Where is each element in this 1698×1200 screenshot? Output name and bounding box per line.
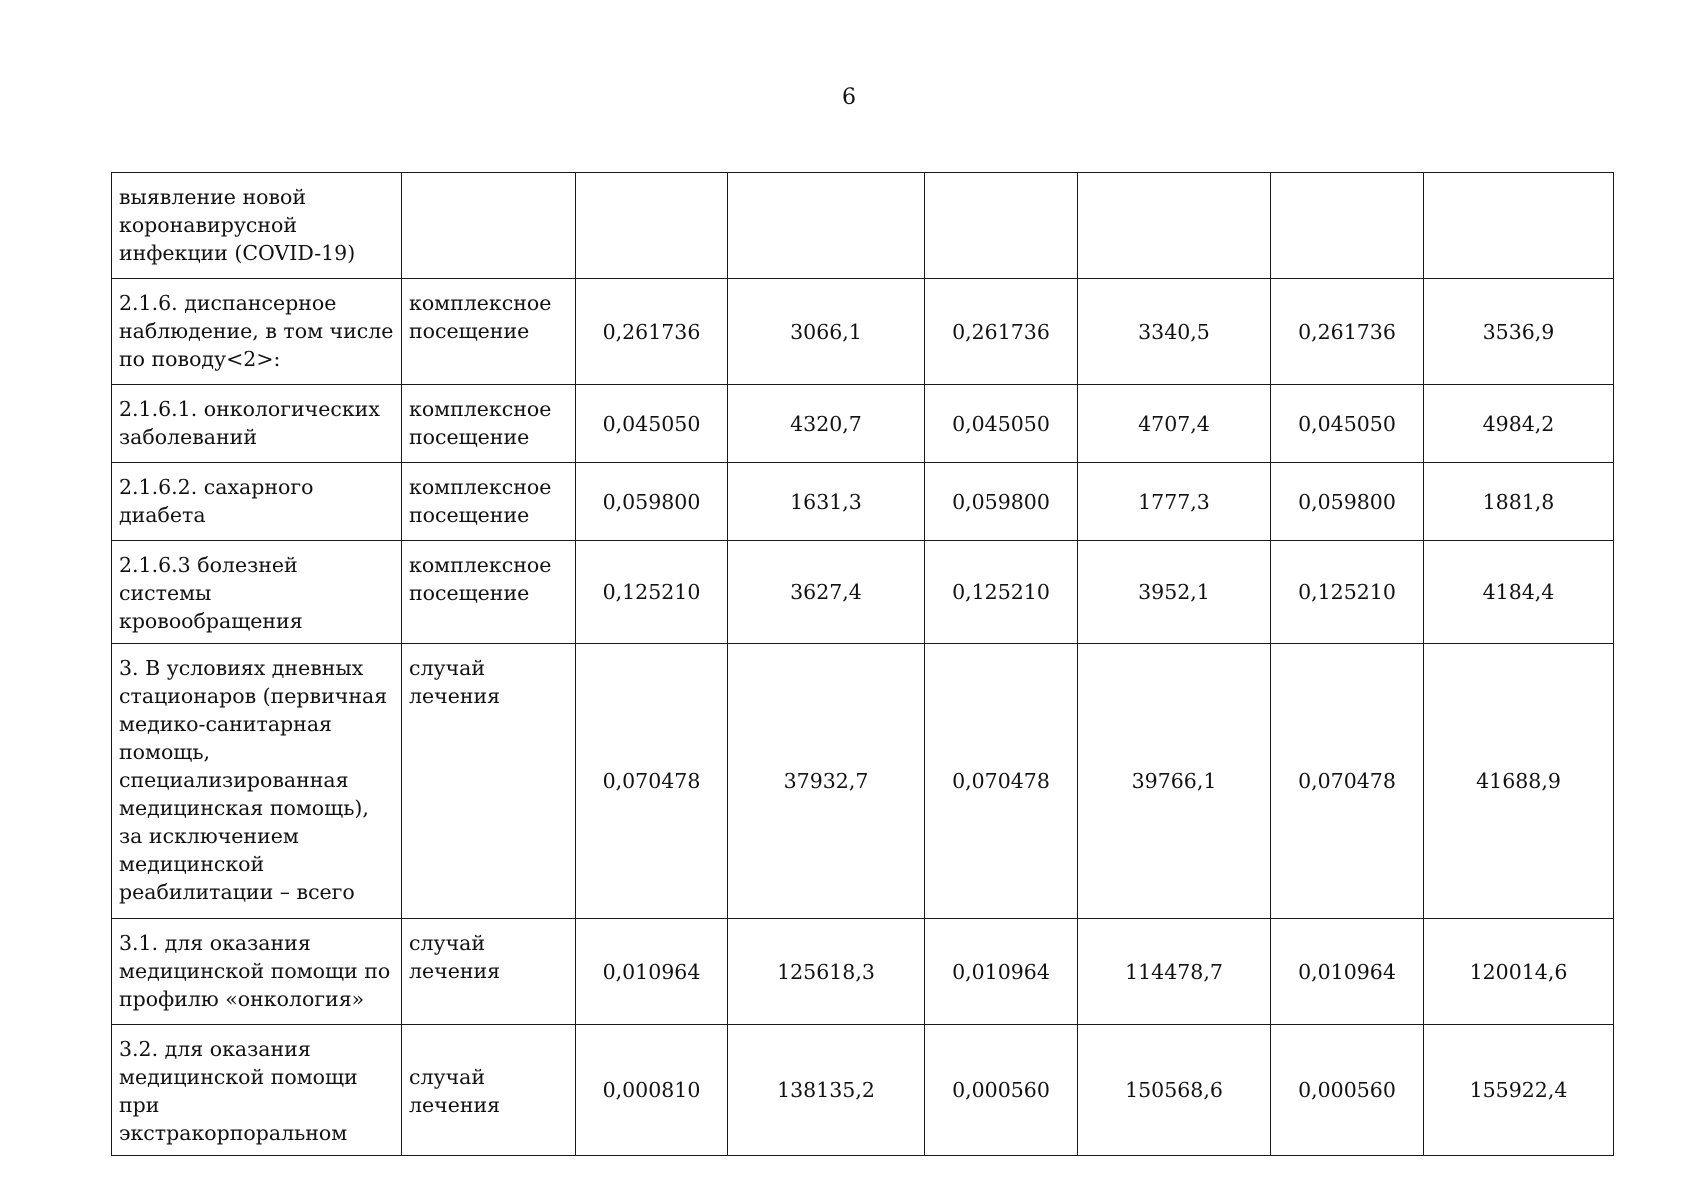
value-cell: 37932,7: [728, 644, 925, 919]
value-cell: 0,045050: [576, 385, 728, 463]
value-cell: [1271, 173, 1424, 279]
value-cell: 3952,1: [1078, 541, 1271, 644]
value-cell: 114478,7: [1078, 919, 1271, 1025]
value-cell: 3066,1: [728, 279, 925, 385]
row-name-cell: [112, 279, 402, 385]
value-cell: 0,070478: [925, 644, 1078, 919]
value-cell: 150568,6: [1078, 1025, 1271, 1156]
value-cell: 4184,4: [1424, 541, 1614, 644]
table-row: [112, 1025, 1614, 1156]
value-cell: 125618,3: [728, 919, 925, 1025]
row-unit-cell: [402, 644, 576, 919]
table-row: [112, 173, 1614, 279]
table-row: [112, 279, 1614, 385]
value-cell: 0,000560: [1271, 1025, 1424, 1156]
row-name-cell: [112, 463, 402, 541]
row-unit-cell: [402, 385, 576, 463]
value-cell: [728, 173, 925, 279]
value-cell: 41688,9: [1424, 644, 1614, 919]
value-cell: 0,010964: [1271, 919, 1424, 1025]
row-unit: комплексное посещение: [409, 475, 552, 527]
row-name: 3.2. для оказания медицинской помощи при экстракорпоральном: [119, 1037, 358, 1145]
value-cell: 0,059800: [925, 463, 1078, 541]
value-cell: 3627,4: [728, 541, 925, 644]
value-cell: [1424, 173, 1614, 279]
normatives-table: [111, 172, 1614, 1156]
row-name: 2.1.6.3 болезней системы кровообращения: [119, 553, 303, 633]
row-unit: комплексное посещение: [409, 397, 552, 449]
row-name-cell: [112, 919, 402, 1025]
value-cell: 0,125210: [925, 541, 1078, 644]
value-cell: 4320,7: [728, 385, 925, 463]
row-name: 2.1.6. диспансерное наблюдение, в том числе по поводу<2>:: [119, 291, 394, 371]
value-cell: 1777,3: [1078, 463, 1271, 541]
table-row: [112, 644, 1614, 919]
value-cell: 120014,6: [1424, 919, 1614, 1025]
row-unit: случай лечения: [409, 931, 501, 983]
value-cell: 4984,2: [1424, 385, 1614, 463]
row-name-cell: [112, 173, 402, 279]
row-unit: комплексное посещение: [409, 291, 552, 343]
row-name-cell: [112, 644, 402, 919]
table-row: [112, 385, 1614, 463]
value-cell: 0,125210: [576, 541, 728, 644]
value-cell: 0,000560: [925, 1025, 1078, 1156]
value-cell: 1881,8: [1424, 463, 1614, 541]
table-row: [112, 541, 1614, 644]
row-unit-cell: [402, 541, 576, 644]
row-unit-cell: [402, 463, 576, 541]
value-cell: 0,125210: [1271, 541, 1424, 644]
value-cell: 138135,2: [728, 1025, 925, 1156]
value-cell: 0,059800: [576, 463, 728, 541]
value-cell: 0,045050: [925, 385, 1078, 463]
value-cell: 0,000810: [576, 1025, 728, 1156]
value-cell: [1078, 173, 1271, 279]
row-unit-cell: [402, 279, 576, 385]
row-name-cell: [112, 385, 402, 463]
row-name: 2.1.6.1. онкологических заболеваний: [119, 397, 380, 449]
value-cell: 0,070478: [576, 644, 728, 919]
value-cell: [925, 173, 1078, 279]
row-unit: комплексное посещение: [409, 553, 552, 605]
row-unit-cell: [402, 919, 576, 1025]
value-cell: 0,010964: [925, 919, 1078, 1025]
page-number: 6: [842, 85, 856, 110]
value-cell: [576, 173, 728, 279]
row-name-cell: [112, 1025, 402, 1156]
row-name: выявление новой коронавирусной инфекции (COVID-19): [119, 185, 356, 265]
value-cell: 0,010964: [576, 919, 728, 1025]
value-cell: 3536,9: [1424, 279, 1614, 385]
row-name-cell: [112, 541, 402, 644]
value-cell: 39766,1: [1078, 644, 1271, 919]
table-row: [112, 919, 1614, 1025]
value-cell: 155922,4: [1424, 1025, 1614, 1156]
value-cell: 0,261736: [925, 279, 1078, 385]
value-cell: 0,261736: [1271, 279, 1424, 385]
row-name: 2.1.6.2. сахарного диабета: [119, 475, 314, 527]
row-name: 3.1. для оказания медицинской помощи по профилю «онкология»: [119, 931, 391, 1011]
table-row: [112, 463, 1614, 541]
row-unit-cell: [402, 173, 576, 279]
value-cell: 0,045050: [1271, 385, 1424, 463]
value-cell: 4707,4: [1078, 385, 1271, 463]
value-cell: 0,070478: [1271, 644, 1424, 919]
value-cell: 0,059800: [1271, 463, 1424, 541]
row-unit: случай лечения: [409, 1065, 501, 1117]
value-cell: 1631,3: [728, 463, 925, 541]
row-name: 3. В условиях дневных стационаров (первичная медико-санитарная помощь, специализированная медицинская помощь), за исключением медицинской реабилитации – всего: [119, 656, 388, 904]
value-cell: 3340,5: [1078, 279, 1271, 385]
value-cell: 0,261736: [576, 279, 728, 385]
row-unit: случай лечения: [409, 656, 501, 708]
row-unit-cell: [402, 1025, 576, 1156]
